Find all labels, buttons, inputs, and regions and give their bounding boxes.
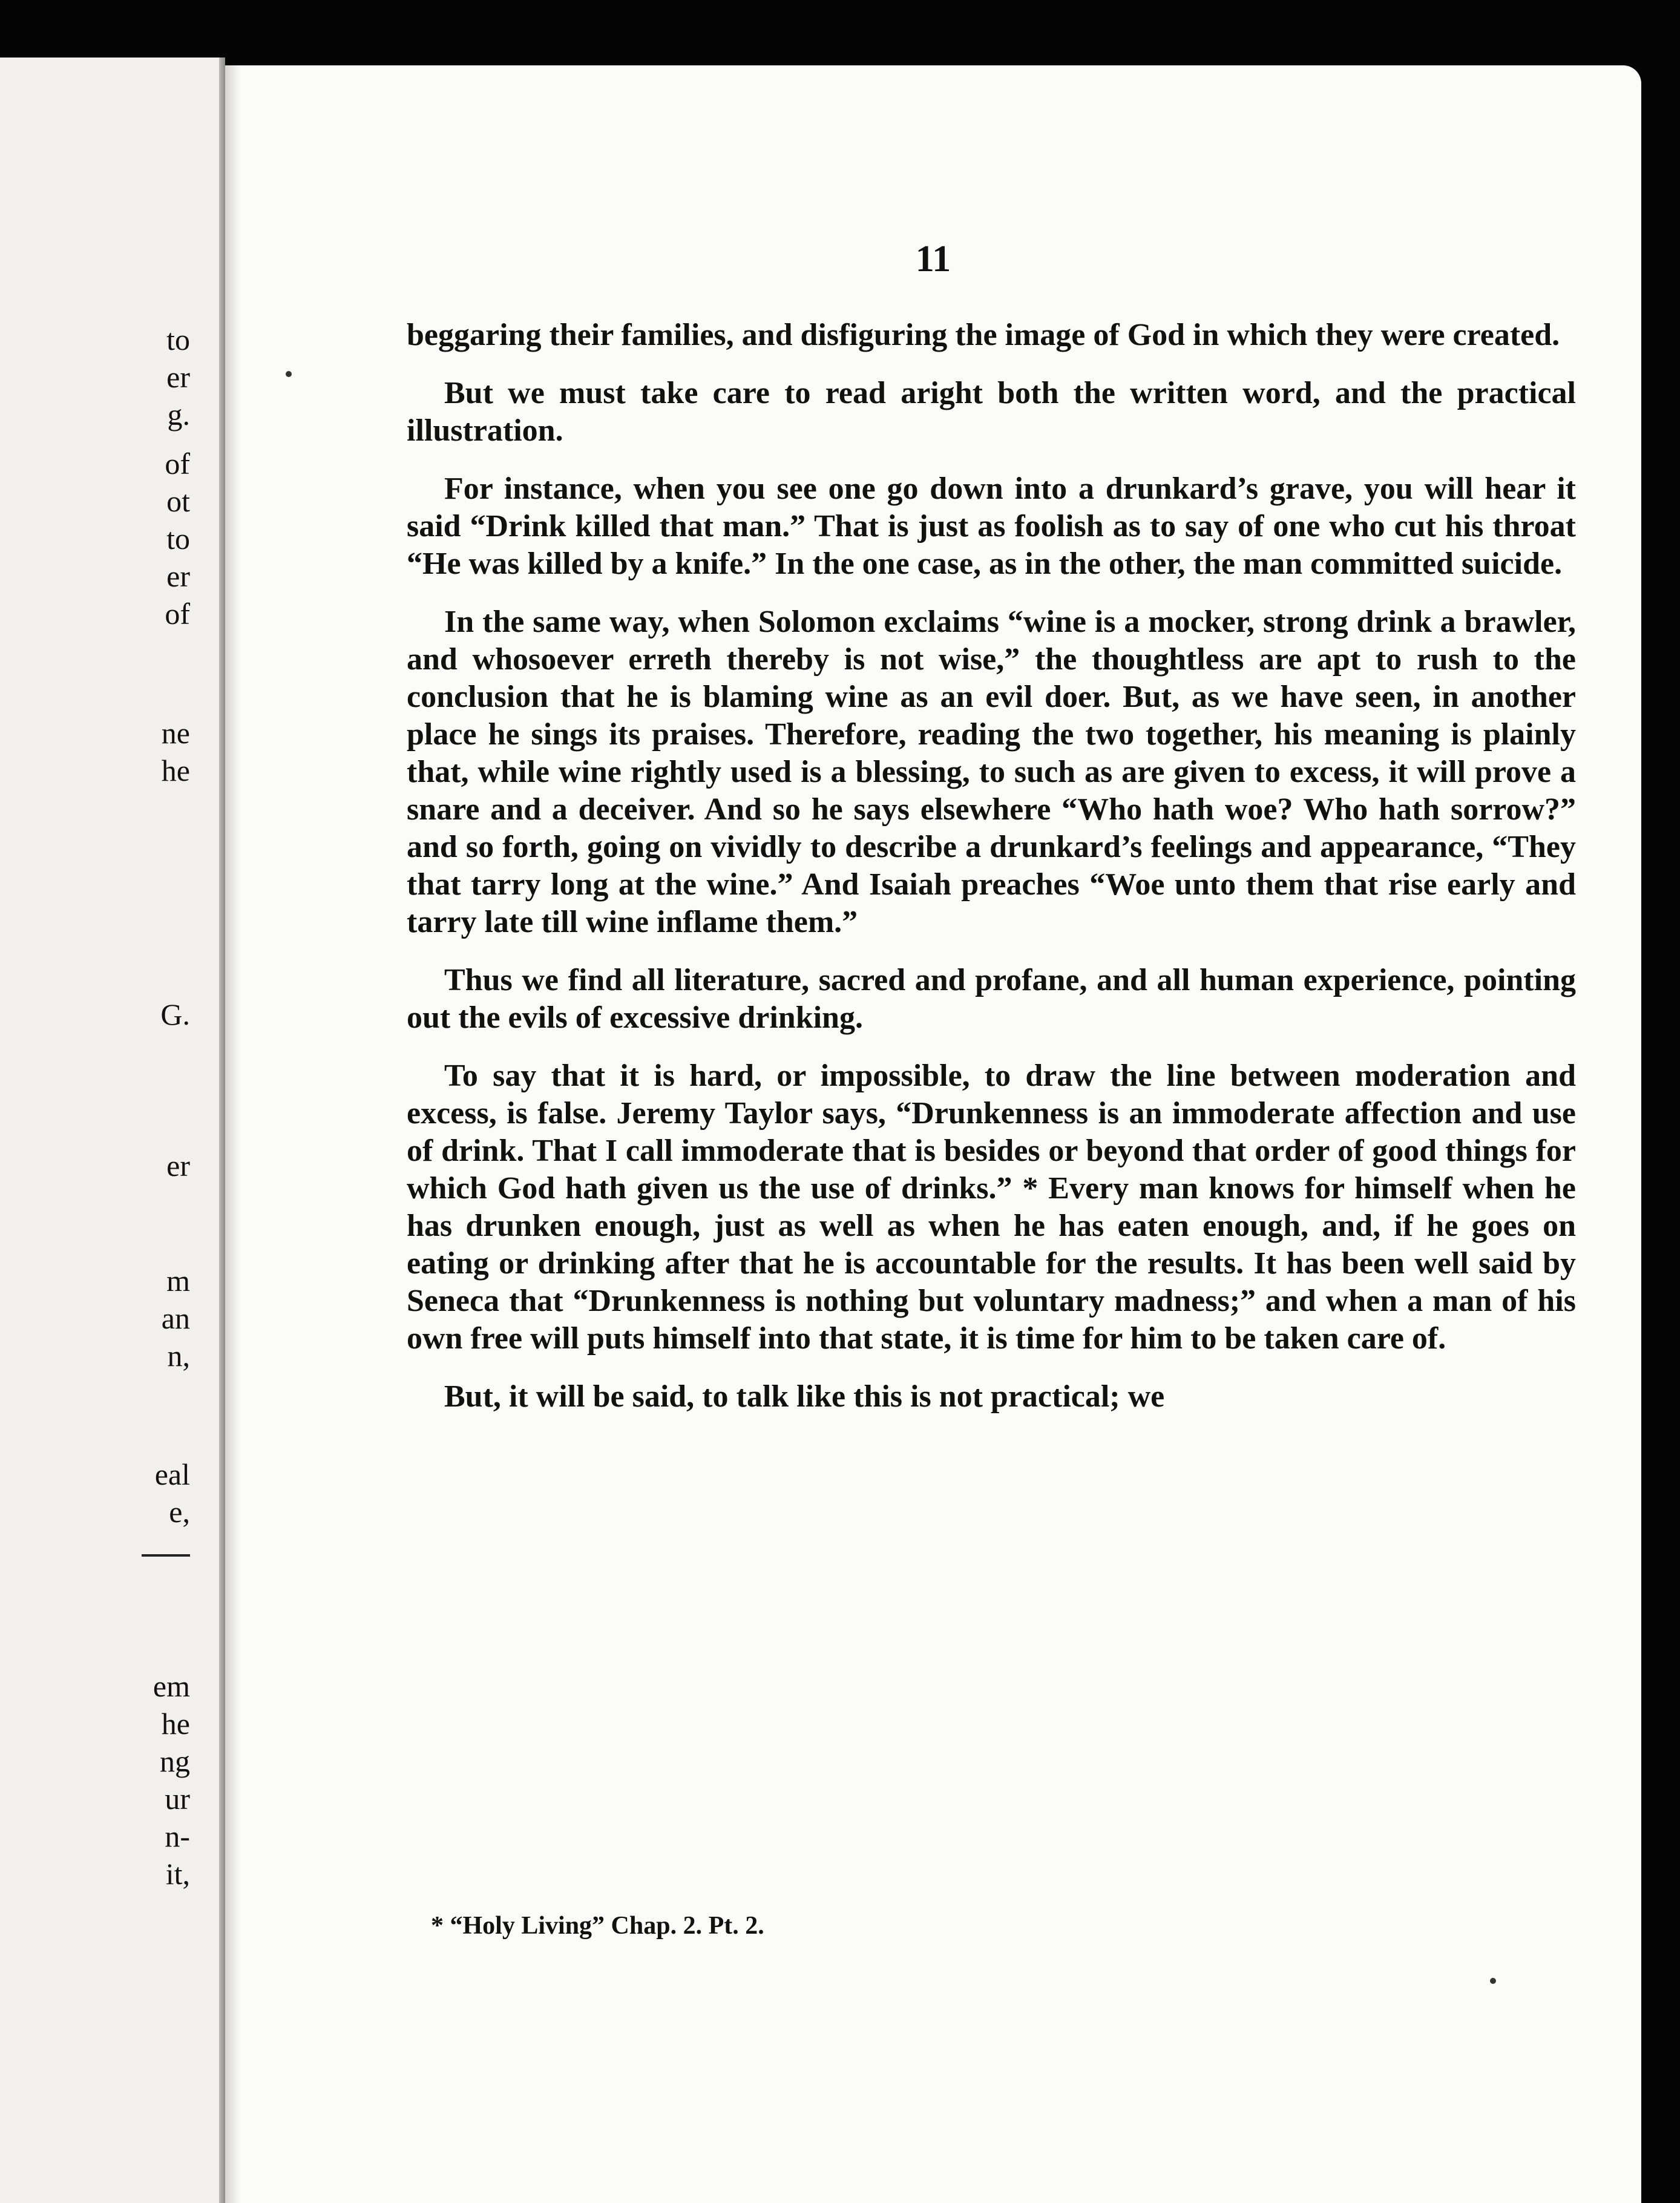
margin-fragment: G. — [160, 997, 190, 1031]
paragraph: beggaring their families, and disfiguring the image of God in which they were created. — [407, 318, 1560, 352]
margin-fragment: g. — [167, 398, 190, 432]
page-edge-shadow — [225, 65, 241, 2203]
body-text — [407, 317, 1576, 1436]
margin-fragment: it, — [165, 1857, 190, 1891]
margin-fragment: ng — [160, 1744, 190, 1778]
margin-fragment: to — [166, 522, 190, 556]
paper-speck — [1490, 1978, 1496, 1984]
paragraph: In the same way, when Solomon exclaims “wine is a mocker, strong drink a brawler, and whosoever erreth thereby is not wise,” the thoughtless are apt to rush to the conclusion that he is blaming wine as an evil doer. But, as we have seen, in another place he sings its praises. Therefore, reading the two together, his meaning is plainly that, while wine rightly used is a blessing, to such as are given to excess, it will prove a snare and a deceiver. And so he says elsewhere “Who hath woe? Who hath sorrow?” and so forth, going on vividly to describe a drunkard’s feelings and appearance, “They that tarry long at the wine.” And Isaiah preaches “Woe unto them that rise early and tarry late till wine inflame them.” — [407, 605, 1576, 939]
paragraph: Thus we find all literature, sacred and profane, and all human experience, pointing out the evils of excessive drinking. — [407, 963, 1576, 1035]
page-number: 11 — [915, 238, 951, 280]
paragraph: To say that it is hard, or impossible, to draw the line between moderation and excess, is false. Jeremy Taylor says, “Drunkenness is an immoderate affection and use of drink. That I call immoderate that is besides or beyond that order of good things for which God hath given us the use of drinks.” * Every man knows for himself when he has drunken enough, just as well as when he has eaten enough, and, if he goes on eating or drinking after that he is accountable for the results. It has been well said by Seneca that “Drunkenness is nothing but voluntary madness;” and when a man of his own free will puts himself into that state, it is time for him to be taken care of. — [407, 1059, 1576, 1356]
book-page — [225, 65, 1641, 2203]
page-fold — [219, 57, 225, 2203]
margin-fragment: e, — [169, 1495, 190, 1529]
margin-fragment: n- — [165, 1819, 190, 1853]
margin-fragment: ne — [161, 716, 190, 750]
paragraph: For instance, when you see one go down into a drunkard’s grave, you will hear it said “Drink killed that man.” That is just as foolish as to say of one who cut his throat “He was killed by a knife.” In the one case, as in the other, the man committed suicide. — [407, 471, 1576, 581]
facing-page — [0, 57, 225, 2203]
margin-fragment: er — [166, 559, 190, 593]
margin-fragment: ot — [166, 484, 190, 518]
margin-fragment: of — [165, 447, 190, 481]
margin-fragment: he — [161, 1707, 190, 1741]
margin-fragment: er — [166, 1149, 190, 1183]
margin-fragment: em — [153, 1669, 190, 1703]
paragraph: But, it will be said, to talk like this is not practical; we — [444, 1379, 1165, 1414]
margin-fragment: he — [161, 753, 190, 787]
margin-fragment: to — [166, 323, 190, 356]
margin-fragment: er — [166, 360, 190, 394]
margin-rule — [142, 1554, 190, 1557]
margin-fragment: ur — [165, 1782, 190, 1816]
margin-fragment: an — [161, 1301, 190, 1335]
paragraph: But we must take care to read aright both the written word, and the practical illustration. — [407, 376, 1576, 448]
paper-speck — [286, 371, 292, 377]
margin-fragment: n, — [167, 1339, 190, 1373]
margin-fragment: eal — [154, 1457, 190, 1491]
margin-fragment: m — [166, 1264, 190, 1298]
margin-fragment: of — [165, 597, 190, 631]
footnote: * “Holy Living” Chap. 2. Pt. 2. — [431, 1912, 764, 1940]
